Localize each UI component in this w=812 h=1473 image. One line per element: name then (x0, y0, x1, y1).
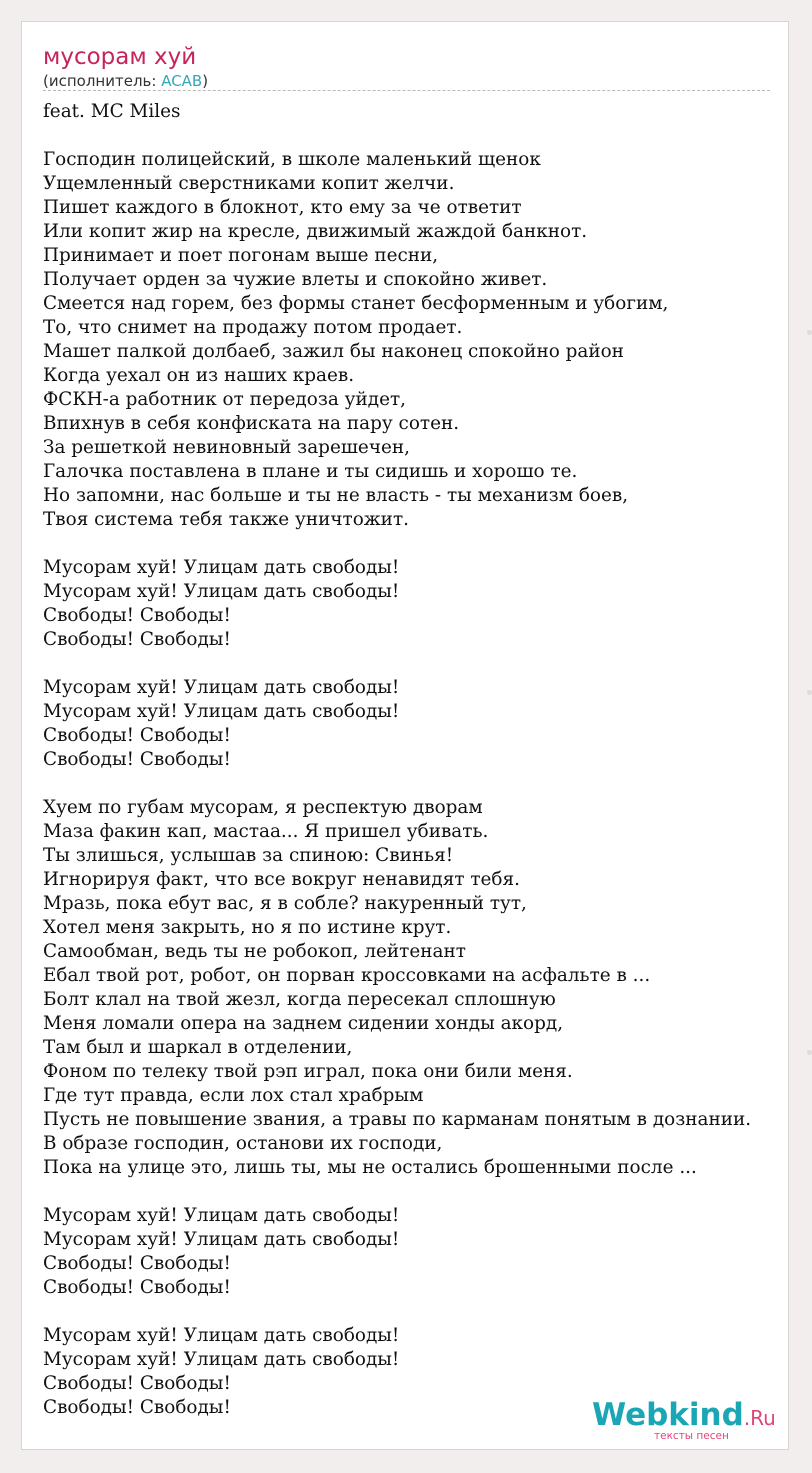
artist-suffix: ) (202, 72, 209, 90)
watermark-tld: .Ru (743, 1406, 776, 1430)
lyrics-card (21, 21, 789, 1450)
watermark-brand: Webkind (592, 1397, 744, 1433)
artist-line (43, 71, 208, 91)
lyrics-text: feat. MC Miles Господин полицейский, в школе маленький щенок Ущемленный сверстниками копит желчи. Пишет каждого в блокнот, кто ему за че ответит Или копит жир на кресле, движимый жаждой банкнот. Принимает и поет погонам выше песни, Получает орден за чужие влеты и спокойно живет. Смеется над горем, без формы станет бесформенным и убогим, То, что снимет на продажу потом продает. Машет палкой долбаеб, зажил бы наконец спокойно район Когда уехал он из наших краев. ФСКН-а работник от передоза уйдет, Впихнув в себя конфиската на пару сотен. За решеткой невиновный зарешечен, Галочка поставлена в плане и ты сидишь и хорошо те. Но запомни, нас больше и ты не власть - ты механизм боев, Твоя система тебя также уничтожит. Мусорам хуй! Улицам дать свободы! Мусорам хуй! Улицам дать свободы! Свободы! Свободы! Свободы! Свободы! Мусорам хуй! Улицам дать свободы! Мусорам хуй! Улицам дать свободы! Свободы! Свободы! Свободы! Свободы! Хуем по губам мусорам, я респектую дворам Маза факин кап, мастаа... Я пришел убивать. Ты злишься, услышав за спиною: Свинья! Игнорируя факт, что все вокруг ненавидят тебя. Мразь, пока ебут вас, я в собле? накуренный тут, Хотел меня закрыть, но я по истине крут. Самообман, ведь ты не робокоп, лейтенант Ебал твой рот, робот, он порван кроссовками на асфальте в ... Болт клал на твой жезл, когда пересекал сплошную Меня ломали опера на заднем сидении хонды акорд, Там был и шаркал в отделении, Фоном по телеку твой рэп играл, пока они били меня. Где тут правда, если лох стал храбрым Пусть не повышение звания, а травы по карманам понятым в дознании. В образе господин, останови их господи, Пока на улице это, лишь ты, мы не остались брошенными после ... Мусорам хуй! Улицам дать свободы! Мусорам хуй! Улицам дать свободы! Свободы! Свободы! Свободы! Свободы! Мусорам хуй! Улицам дать свободы! Мусорам хуй! Улицам дать свободы! Свободы! Свободы! Свободы! Свободы! (43, 101, 752, 1418)
webkind-watermark (592, 1397, 782, 1449)
scroll-marker (807, 1050, 812, 1055)
scroll-marker (807, 690, 812, 695)
title-divider (43, 90, 770, 91)
watermark-tagline: тексты песен (654, 1430, 729, 1442)
song-title: мусорам хуй (43, 44, 197, 70)
scroll-marker (807, 330, 812, 335)
artist-link[interactable]: ACAB (161, 72, 203, 90)
artist-prefix: (исполнитель: (43, 72, 162, 90)
